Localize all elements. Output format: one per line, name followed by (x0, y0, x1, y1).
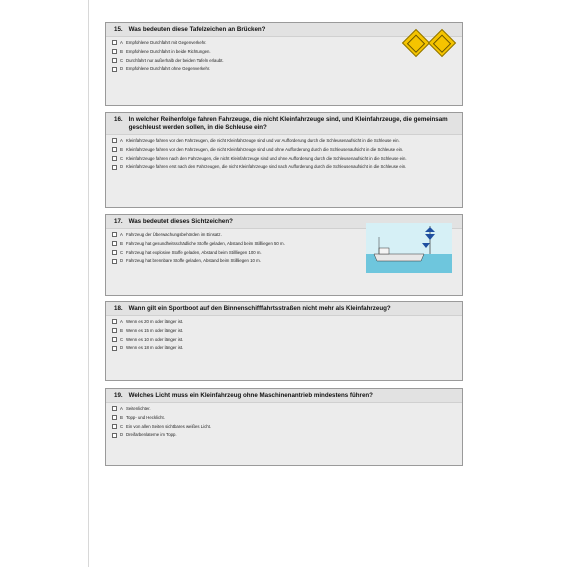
answer-option[interactable]: D Empfohlene Durchfahrt ohne Gegenverkehr. (112, 66, 462, 72)
answer-option[interactable]: D Kleinfahrzeuge fahren erst nach den Fahrzeugen, die nicht Kleinfahrzeuge sind nach Aufforderung durch die Schleusenaufsicht in die Schleuse ein. (112, 164, 462, 170)
answer-checkbox[interactable] (112, 424, 117, 429)
answer-option[interactable]: C Kleinfahrzeuge fahren nach den Fahrzeugen, die nicht Kleinfahrzeuge sind und ohne Aufforderung durch die Schleusenaufsicht in die Schleuse ein. (112, 156, 462, 162)
answer-checkbox[interactable] (112, 319, 117, 324)
question-text: In welcher Reihenfolge fahren Fahrzeuge, die nicht Kleinfahrzeuge sind, und Kleinfahrzeuge, die gemeinsam geschleust werden sollen, in die Schleuse ein? (128, 116, 448, 131)
answer-option[interactable]: D Dreifarbenlaterne im Topp. (112, 432, 462, 438)
answer-list (106, 229, 362, 264)
answer-checkbox[interactable] (112, 58, 117, 63)
yellow-diamond-sign-icon (428, 29, 456, 57)
answer-checkbox[interactable] (112, 241, 117, 246)
answer-checkbox[interactable] (112, 346, 117, 351)
answer-checkbox[interactable] (112, 49, 117, 54)
question-header (106, 389, 462, 403)
answer-option[interactable]: D Wenn es 18 m oder länger ist. (112, 345, 462, 351)
question-card-19 (105, 388, 463, 466)
answer-option[interactable]: B Fahrzeug hat gesundheitsschädliche Stoffe geladen, Abstand beim Stillliegen 50 m. (112, 241, 362, 247)
answer-checkbox[interactable] (112, 156, 117, 161)
question-header (106, 113, 462, 135)
answer-option[interactable]: C Fahrzeug hat explosive Stoffe geladen, Abstand beim Stillliegen 100 m. (112, 250, 362, 256)
question-card-18 (105, 301, 463, 381)
question-number: 18. (114, 305, 123, 312)
answer-checkbox[interactable] (112, 165, 117, 170)
answer-option[interactable]: A Fahrzeug der Überwachungsbehörden im Einsatz. (112, 232, 362, 238)
question-number: 16. (114, 116, 123, 123)
answer-checkbox[interactable] (112, 250, 117, 255)
answer-checkbox[interactable] (112, 433, 117, 438)
answer-checkbox[interactable] (112, 337, 117, 342)
answer-option[interactable]: C Ein von allen Seiten sichtbares weißes Licht. (112, 424, 462, 430)
question-card-17 (105, 214, 463, 296)
question-number: 17. (114, 218, 123, 225)
question-number: 15. (114, 26, 123, 33)
answer-option[interactable]: B Empfohlene Durchfahrt in beide Richtungen. (112, 49, 462, 55)
answer-checkbox[interactable] (112, 259, 117, 264)
answer-option[interactable]: B Kleinfahrzeuge fahren vor den Fahrzeugen, die nicht Kleinfahrzeuge sind und ohne Aufforderung durch die Schleusenaufsicht in die Schleuse ein. (112, 147, 462, 153)
answer-list (106, 135, 462, 170)
question-text: Was bedeuten diese Tafelzeichen an Brücken? (128, 26, 266, 33)
answer-option[interactable]: A Empfohlene Durchfahrt mit Gegenverkehr. (112, 40, 462, 46)
answer-option[interactable]: C Wenn es 10 m oder länger ist. (112, 337, 462, 343)
answer-checkbox[interactable] (112, 232, 117, 237)
yellow-diamond-sign-icon (402, 29, 430, 57)
answer-checkbox[interactable] (112, 138, 117, 143)
answer-list (106, 403, 462, 438)
answer-option[interactable]: C Durchfahrt nur außerhalb der beiden Tafeln erlaubt. (112, 58, 462, 64)
answer-checkbox[interactable] (112, 415, 117, 420)
question-text: Was bedeutet dieses Sichtzeichen? (128, 218, 233, 225)
answer-checkbox[interactable] (112, 406, 117, 411)
ship-with-blue-cones-icon (366, 223, 452, 273)
answer-option[interactable]: A Seitenlichter. (112, 406, 462, 412)
question-text: Welches Licht muss ein Kleinfahrzeug ohne Maschinenantrieb mindestens führen? (128, 392, 373, 399)
question-card-15 (105, 22, 463, 106)
answer-option[interactable]: B Wenn es 15 m oder länger ist. (112, 328, 462, 334)
answer-option[interactable]: A Wenn es 20 m oder länger ist. (112, 319, 462, 325)
answer-checkbox[interactable] (112, 147, 117, 152)
question-number: 19. (114, 392, 123, 399)
answer-checkbox[interactable] (112, 67, 117, 72)
answer-list (106, 316, 462, 351)
bridge-signs-illustration (406, 33, 452, 53)
question-header (106, 302, 462, 316)
page-edge-line (88, 0, 89, 567)
answer-option[interactable]: D Fahrzeug hat brennbare Stoffe geladen, Abstand beim Stillliegen 10 m. (112, 258, 362, 264)
answer-option[interactable]: A Kleinfahrzeuge fahren vor den Fahrzeugen, die nicht Kleinfahrzeuge sind und vor Aufforderung durch die Schleusenaufsicht in die Schleuse ein. (112, 138, 462, 144)
question-text: Wann gilt ein Sportboot auf den Binnenschifffahrtsstraßen nicht mehr als Kleinfahrzeug? (128, 305, 391, 312)
answer-option[interactable]: B Topp- und Hecklicht. (112, 415, 462, 421)
question-card-16 (105, 112, 463, 208)
answer-checkbox[interactable] (112, 40, 117, 45)
answer-checkbox[interactable] (112, 328, 117, 333)
